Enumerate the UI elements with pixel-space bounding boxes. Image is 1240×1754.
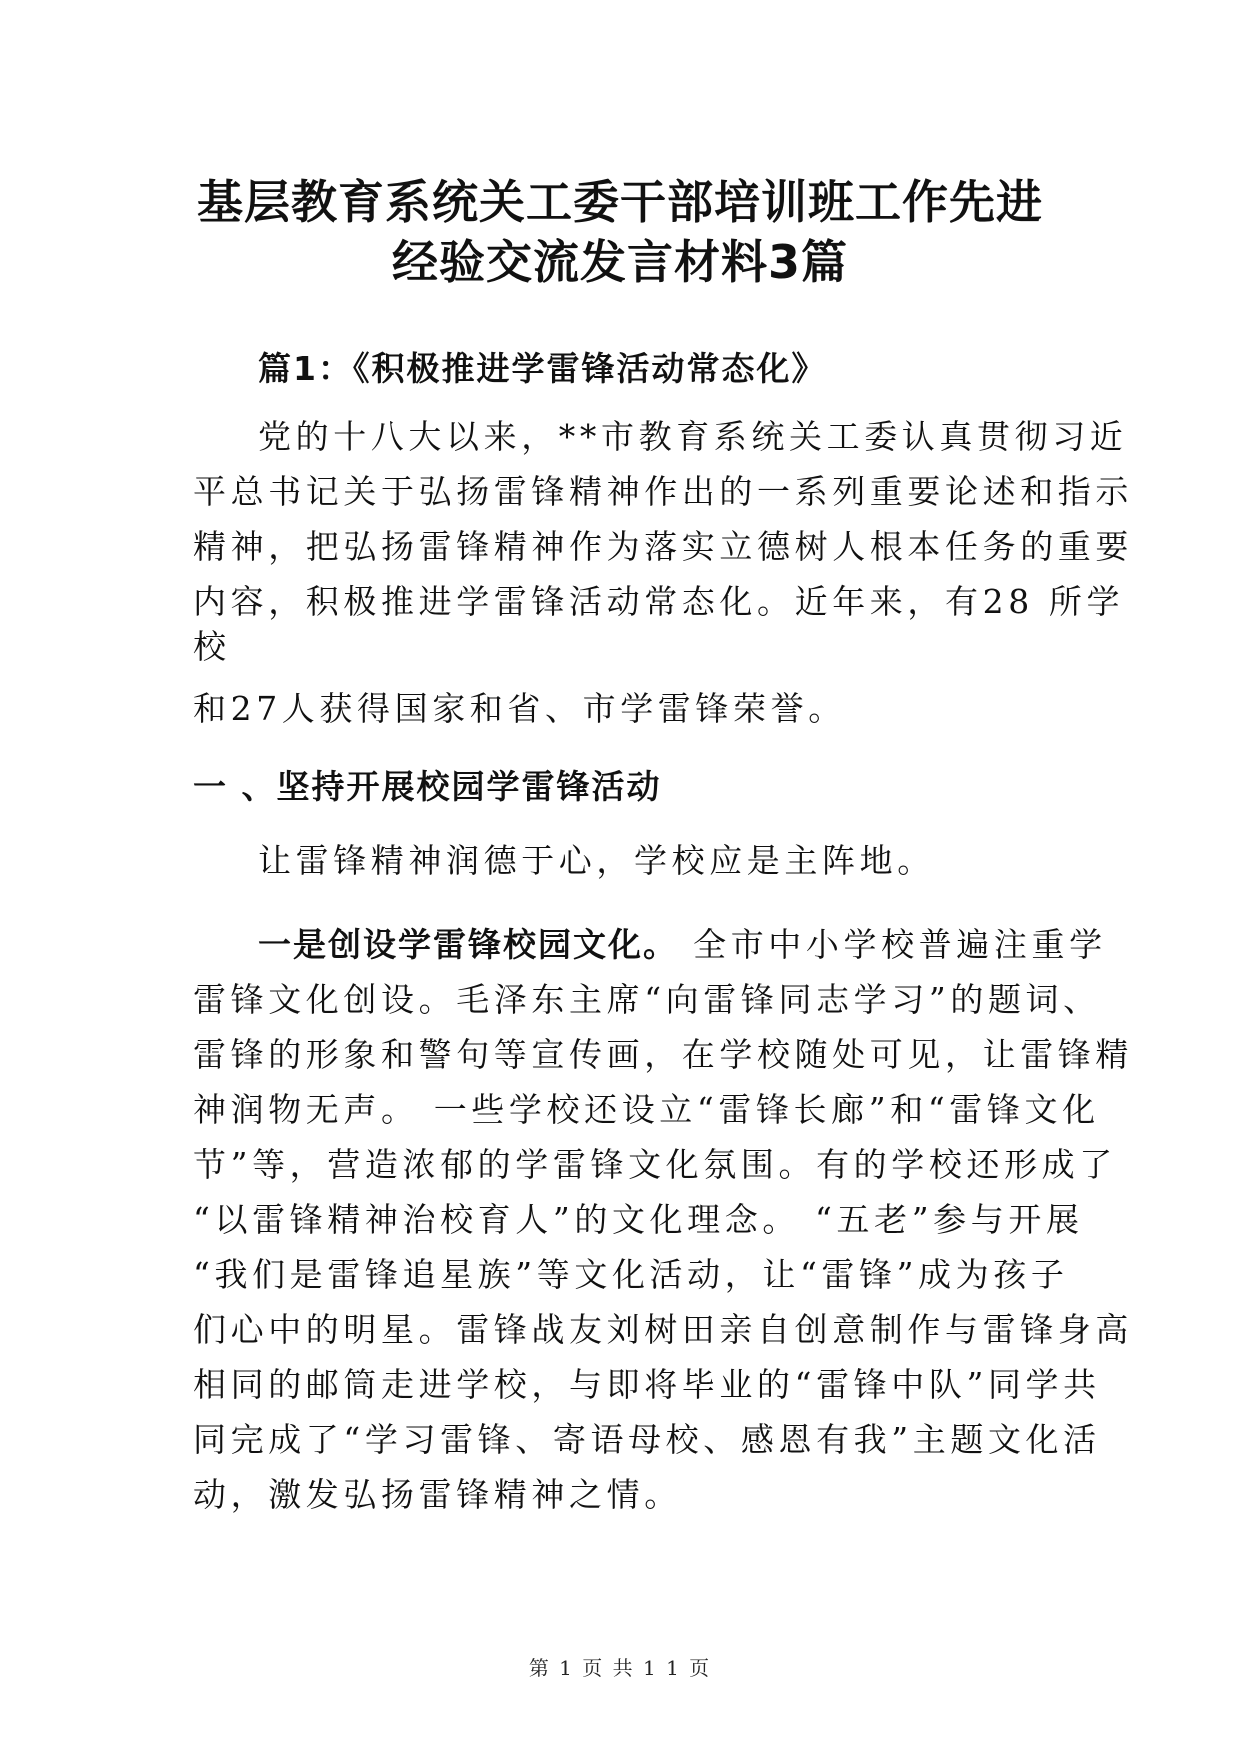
page-number-footer: 第 1 页 共 1 1 页 [528,1656,712,1680]
intro-line: 精神，把弘扬雷锋精神作为落实立德树人根本任务的重要 [193,527,1133,566]
point1-first-line [258,916,1118,974]
point1-lead: 一是创设学雷锋校园文化。 [258,925,678,964]
intro-line: 党的十八大以来，**市教育系统关工委认真贯彻习近 [258,417,1128,456]
point1-line: “以雷锋精神治校育人”的文化理念。 “五老”参与开展 [193,1200,1084,1239]
intro-line: 内容，积极推进学雷锋活动常态化。近年来，有28 所学 [193,582,1125,621]
intro-line: 和27人获得国家和省、市学雷锋荣誉。 [193,689,846,728]
point1-line: 相同的邮筒走进学校，与即将毕业的“雷锋中队”同学共 [193,1365,1101,1404]
document-title-line-1: 基层教育系统关工委干部培训班工作先进 [197,175,1043,229]
document-title-line-2: 经验交流发言材料3篇 [391,235,848,289]
point1-line: 节”等，营造浓郁的学雷锋文化氛围。有的学校还形成了 [193,1145,1117,1184]
point1-line: “我们是雷锋追星族”等文化活动，让“雷锋”成为孩子 [193,1255,1069,1294]
sub-intro: 让雷锋精神润德于心，学校应是主阵地。 [258,841,935,880]
point1-line: 动，激发弘扬雷锋精神之情。 [193,1475,682,1514]
point1-line: 神润物无声。 一些学校还设立“雷锋长廊”和“雷锋文化 [193,1090,1100,1129]
section-heading: 篇1：《积极推进学雷锋活动常态化》 [258,349,827,388]
sub-heading: 一 、坚持开展校园学雷锋活动 [193,767,662,806]
point1-line: 同完成了“学习雷锋、寄语母校、感恩有我”主题文化活 [193,1420,1101,1459]
point1-first-rest: 全市中小学校普遍注重学 [678,925,1107,964]
intro-line: 平总书记关于弘扬雷锋精神作出的一系列重要论述和指示 [193,472,1133,511]
point1-line: 雷锋的形象和警句等宣传画，在学校随处可见，让雷锋精 [193,1035,1133,1074]
intro-line: 校 [193,627,231,666]
point1-line: 们心中的明星。雷锋战友刘树田亲自创意制作与雷锋身高 [193,1310,1133,1349]
point1-line: 雷锋文化创设。毛泽东主席“向雷锋同志学习”的题词、 [193,980,1101,1019]
